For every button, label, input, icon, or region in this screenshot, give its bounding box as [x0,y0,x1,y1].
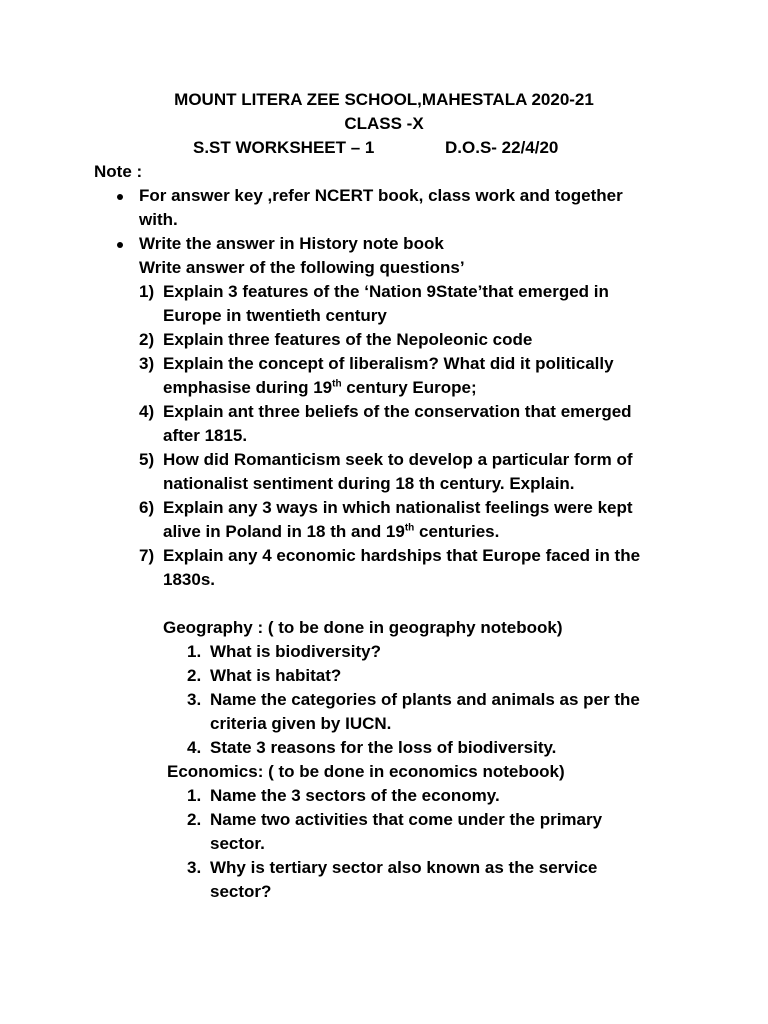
history-question-3: Explain the concept of liberalism? What did it politically [163,354,614,373]
question-number: 3. [187,858,202,877]
question-number: 4) [139,402,155,421]
question-number: 7) [139,546,155,565]
school-title: MOUNT LITERA ZEE SCHOOL,MAHESTALA 2020-21 [174,90,594,109]
history-question-3-cont: emphasise during 19th century Europe; [163,378,477,397]
superscript: th [332,378,342,390]
history-question-6: Explain any 3 ways in which nationalist feelings were kept [163,498,633,517]
bullet-icon [117,194,123,200]
economics-question-1: Name the 3 sectors of the economy. [210,786,500,805]
class-title: CLASS -X [344,114,424,133]
question-number: 1. [187,642,202,661]
economics-heading: Economics: ( to be done in economics notebook) [167,762,565,781]
note-label: Note : [94,162,143,181]
question-number: 4. [187,738,202,757]
question-number: 1) [139,282,155,301]
geography-question-2: What is habitat? [210,666,342,685]
question-number: 5) [139,450,155,469]
question-number: 3) [139,354,155,373]
geography-heading: Geography : ( to be done in geography notebook) [163,618,563,637]
date-of-submission: D.O.S- 22/4/20 [445,138,559,157]
history-question-4: Explain ant three beliefs of the conservation that emerged [163,402,632,421]
geography-question-4: State 3 reasons for the loss of biodiversity. [210,738,557,757]
question-number: 2. [187,666,202,685]
history-question-2: Explain three features of the Nepoleonic code [163,330,533,349]
history-question-1: Explain 3 features of the ‘Nation 9State’that emerged in [163,282,609,301]
history-question-4-cont: after 1815. [163,426,248,445]
note-item-1-cont: with. [139,210,178,229]
history-question-7-cont: 1830s. [163,570,215,589]
bullet-icon [117,242,123,248]
economics-question-2: Name two activities that come under the primary [210,810,603,829]
history-question-7: Explain any 4 economic hardships that Europe faced in the [163,546,641,565]
history-question-1-cont: Europe in twentieth century [163,306,387,325]
note-item-2: Write the answer in History note book [139,234,444,253]
question-number: 1. [187,786,202,805]
question-number: 3. [187,690,202,709]
history-question-5-cont: nationalist sentiment during 18 th century. Explain. [163,474,575,493]
economics-question-2-cont: sector. [210,834,265,853]
history-question-6-cont: alive in Poland in 18 th and 19th centuries. [163,522,500,541]
note-item-2-cont: Write answer of the following questions’ [139,258,465,277]
worksheet-title: S.ST WORKSHEET – 1 [193,138,375,157]
note-item-1: For answer key ,refer NCERT book, class work and together [139,186,623,205]
geography-question-3-cont: criteria given by IUCN. [210,714,392,733]
economics-question-3: Why is tertiary sector also known as the service [210,858,598,877]
economics-question-3-cont: sector? [210,882,272,901]
question-number: 2) [139,330,155,349]
geography-question-3: Name the categories of plants and animals as per the [210,690,640,709]
history-question-5: How did Romanticism seek to develop a particular form of [163,450,633,469]
question-number: 6) [139,498,155,517]
question-number: 2. [187,810,202,829]
superscript: th [404,522,415,534]
geography-question-1: What is biodiversity? [210,642,381,661]
